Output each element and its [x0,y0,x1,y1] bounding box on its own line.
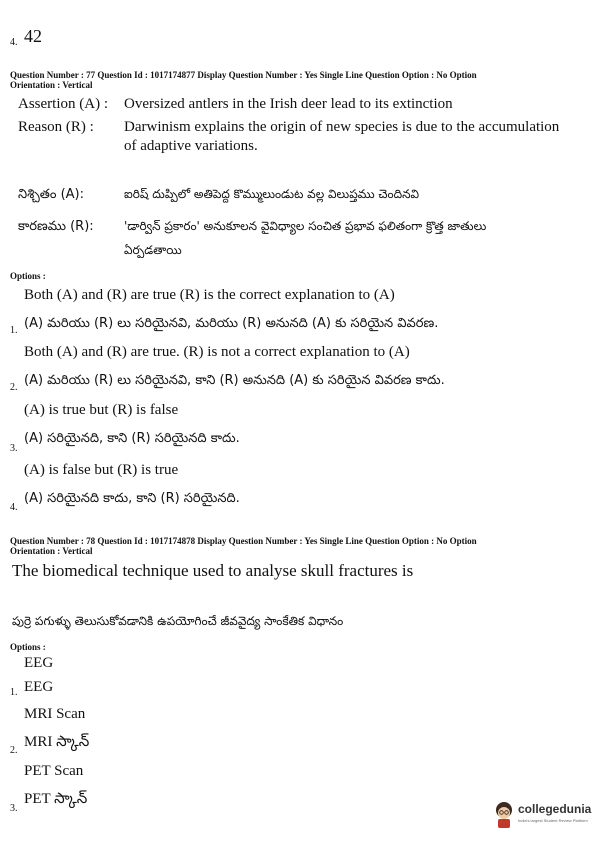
collegedunia-logo [492,796,592,836]
reason-label: Reason (R) : [18,119,94,135]
question-text-te: పుర్రె పగుళ్ళు తెలుసుకోవడానికి ఉపయోగించే జీవవైద్య సాంకేతిక విధానం [12,614,344,628]
option-4-en: (A) is false but (R) is true [24,462,179,478]
te-reason-text-line1: 'డార్విన్ ప్రకారం' అనుకూలన వైవిధ్యాల సంచిత ప్రభావ ఫలితంగా క్రొత్త జాతులు [124,219,487,233]
question-text-en: The biomedical technique used to analyse skull fractures is [12,561,414,580]
te-assertion-label: నిశ్చితం (A): [18,187,85,202]
option-number: 4. [10,37,18,48]
te-reason-label: కారణము (R): [18,219,94,234]
option-2-number: 2. [10,745,18,756]
option-1-en: EEG [24,655,54,671]
te-assertion-text: ఐరిష్ దుప్పిలో అతిపెద్ద కొమ్ములుండుట వల్ల విలుప్తము చెందినవి [124,187,420,201]
reason-text-line2: of adaptive variations. [124,138,258,154]
option-3-te: (A) సరియైనది, కాని (R) సరియైనది కాదు. [24,431,240,446]
assertion-text: Oversized antlers in the Irish deer lead to its extinction [124,96,453,112]
reason-text-line1: Darwinism explains the origin of new species is due to the accumulation [124,119,560,135]
option-1-te: (A) మరియు (R) లు సరియైనవి, మరియు (R) అనునది (A) కు సరియైన వివరణ. [24,316,439,331]
assertion-label: Assertion (A) : [18,96,108,112]
options-label: Options : [10,271,46,281]
option-2-te: (A) మరియు (R) లు సరియైనవి, కాని (R) అనునది (A) కు సరియైన వివరణ కాదు. [24,373,445,388]
brand-name: collegedunia [518,802,592,816]
question-meta-orientation: Orientation : Vertical [10,546,93,556]
option-4-number: 4. [10,502,18,513]
option-3-te: PET స్కాన్ [24,791,88,807]
option-1-en: Both (A) and (R) are true (R) is the correct explanation to (A) [24,287,395,303]
question-meta: Question Number : 78 Question Id : 1017174878 Display Question Number : Yes Single Line Question Option : No Option [10,536,477,546]
option-2-number: 2. [10,382,18,393]
option-3-en: (A) is true but (R) is false [24,402,179,418]
option-3-en: PET Scan [24,763,84,779]
option-1-te: EEG [24,679,54,695]
te-reason-text-line2: ఏర్పడతాయి [124,243,182,257]
option-2-en: Both (A) and (R) are true. (R) is not a correct explanation to (A) [24,344,410,360]
option-value: 42 [24,26,42,46]
option-2-te: MRI స్కాన్ [24,734,90,750]
option-2-en: MRI Scan [24,706,86,722]
option-3-number: 3. [10,443,18,454]
option-1-number: 1. [10,687,18,698]
option-4-te: (A) సరియైనది కాదు, కాని (R) సరియైనది. [24,491,240,506]
question-meta: Question Number : 77 Question Id : 1017174877 Display Question Number : Yes Single Line Question Option : No Option [10,70,477,80]
options-label: Options : [10,642,46,652]
option-1-number: 1. [10,325,18,336]
option-3-number: 3. [10,803,18,814]
mascot-icon [492,800,516,830]
question-meta-orientation: Orientation : Vertical [10,80,93,90]
brand-tagline: India's largest Student Review Platform [518,818,588,823]
